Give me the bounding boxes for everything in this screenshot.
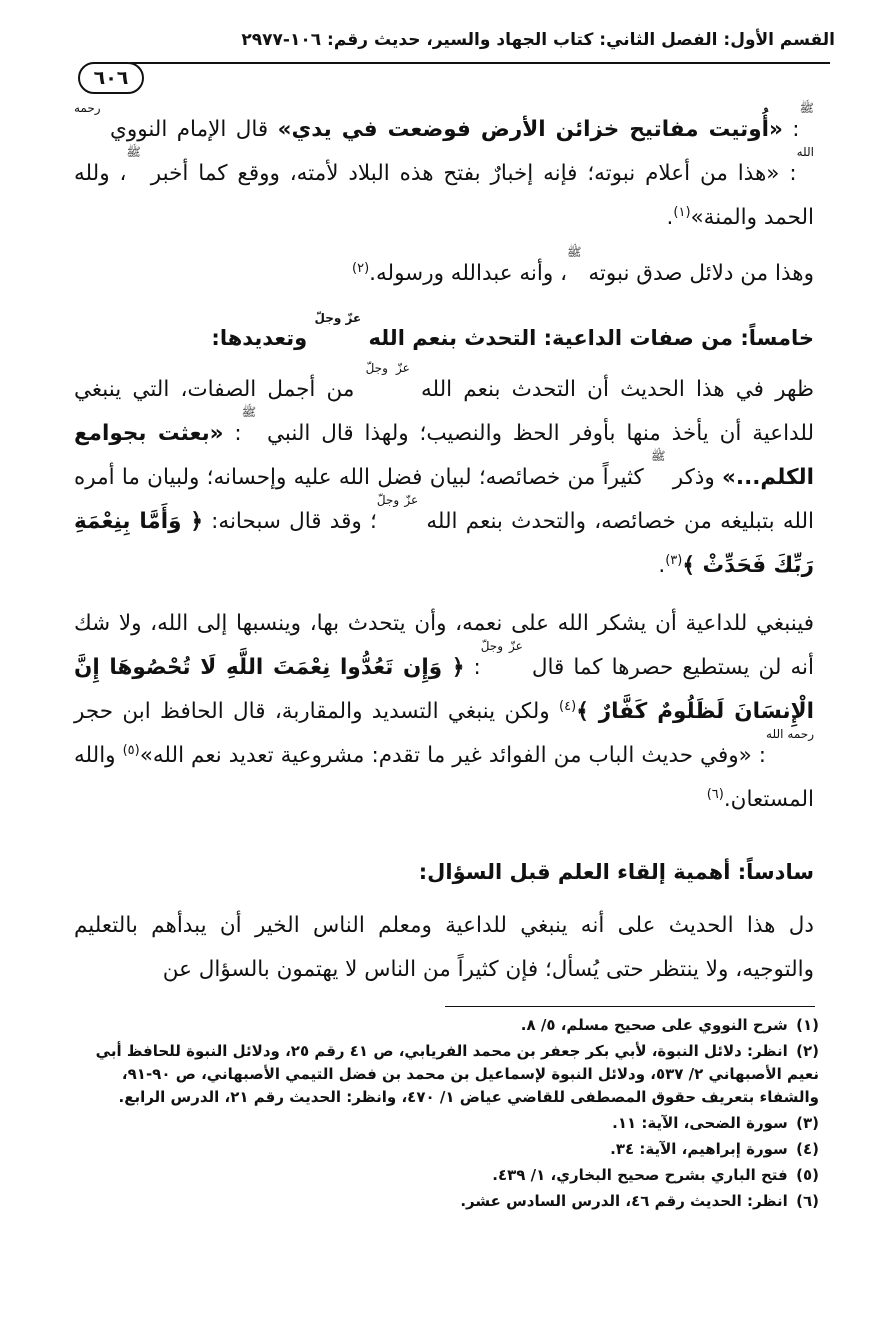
honorific-salla: ﷺ bbox=[799, 101, 815, 115]
running-header: القسم الأول: الفصل الثاني: كتاب الجهاد والسير، حديث رقم: ١٠٦-٢٩٧٧ bbox=[241, 30, 835, 50]
hadith-quote-2: «بعثت بجوامع الكلم...» bbox=[74, 421, 814, 490]
p4-text-2: : bbox=[464, 655, 481, 680]
honorific-rahimahu: رحمه الله bbox=[74, 101, 814, 159]
p3-text-5: كثيراً من خصائصه؛ لبيان فضل الله عليه وإحسانه؛ ولبيان ما أمره الله بتبليغه من خصائصه، والتحدث بنعم الله bbox=[74, 465, 815, 534]
footnote-text: انظر: دلائل النبوة، لأبي بكر جعفر بن محمد الفريابي، ص ٤١ رقم ٢٥، ودلائل النبوة للحافظ أبي نعيم الأصبهاني ٢/ ٥٣٧، ودلائل النبوة لإسماعيل بن محمد بن فضل التيمي الأصبهاني، ص ٩٠-٩١، والشفاء بتعريف حقوق المصطفى للقاضي عياض ١/ ٤٧٠، وانظر: الحديث رقم ٢١، الدرس الرابع. bbox=[95, 1042, 819, 1106]
paragraph-counting-blessings bbox=[74, 602, 814, 822]
section-heading-6: سادساً: أهمية إلقاء العلم قبل السؤال: bbox=[418, 860, 814, 884]
p1-end: . bbox=[666, 205, 674, 230]
page-number: ٦٠٦ bbox=[78, 62, 144, 94]
footnote-ref-3: (٣) bbox=[665, 552, 683, 568]
p3-end: . bbox=[658, 553, 666, 578]
p4-text-5: والله المستعان. bbox=[74, 743, 814, 812]
footnote-number: (٣) bbox=[796, 1114, 819, 1132]
paragraph-prophethood bbox=[74, 245, 814, 296]
footnote-text: سورة الضحى، الآية: ١١. bbox=[612, 1114, 788, 1132]
p4-text-3: ولكن ينبغي التسديد والمقاربة، قال الحافظ ابن حجر bbox=[74, 699, 560, 724]
honorific-salla: ﷺ bbox=[241, 405, 257, 419]
footnote-text: انظر: الحديث رقم ٤٦، الدرس السادس عشر. bbox=[460, 1192, 788, 1210]
section-heading-5 bbox=[74, 311, 814, 358]
paragraph-hadith-quote: $^ﷺ$: «أُوتيت مفاتيح خزائن الأرض فوضعت في يدي» قال الإمام النووي $^{رحمه الله}$: «هذا من أعلام نبوته؛ فإنه إخبارٌ بفتح هذه البلاد لأمته، ووقع كما أخبر $^ﷺ$، ولله الحمد والمنة»$^{(١)}$. bbox=[74, 101, 815, 230]
footnote-text: فتح الباري بشرح صحيح البخاري، ١/ ٤٣٩. bbox=[492, 1166, 788, 1184]
footnote-6 bbox=[74, 1190, 819, 1213]
p3-text-2: من أجمل الصفات، التي ينبغي للداعية أن يأخذ منها بأوفر الحظ والنصيب؛ ولهذا قال النبي bbox=[74, 377, 814, 446]
footnote-number: (٤) bbox=[796, 1140, 819, 1158]
paragraph-teaching-first: دل هذا الحديث على أنه ينبغي للداعية ومعلم الناس الخير أن يبدأهم بالتعليم والتوجيه، ولا ينتظر حتى يُسأل؛ فإن كثيراً من الناس لا يهتمون بالسؤال عن bbox=[74, 913, 814, 982]
footnote-2 bbox=[74, 1040, 819, 1109]
p3-text-3: : bbox=[223, 421, 242, 446]
p3-text-6: ؛ وقد قال سبحانه: bbox=[202, 509, 377, 534]
footnote-number: (٦) bbox=[796, 1192, 819, 1210]
honorific-rahimahu: رحمه الله bbox=[766, 727, 815, 741]
footnote-3 bbox=[74, 1112, 819, 1135]
p3-text-4: وذكر bbox=[665, 465, 723, 490]
section-5-title-b: وتعديدها: bbox=[211, 326, 315, 350]
footnote-ref-5: (٥) bbox=[122, 742, 140, 758]
quran-verse-1: ﴿ وَأَمَّا بِنِعْمَةِ رَبِّكَ فَحَدِّثْ ﴾ bbox=[74, 509, 814, 578]
footnote-number: (٥) bbox=[796, 1166, 819, 1184]
footnote-text: شرح النووي على صحيح مسلم، ٥/ ٨. bbox=[520, 1016, 788, 1034]
footnote-4 bbox=[74, 1138, 819, 1161]
footnotes bbox=[74, 1014, 819, 1216]
quran-verse-2: ﴿ وَإِن تَعُدُّوا نِعْمَتَ اللَّهِ لَا تُحْصُوهَا إِنَّ الْإِنسَانَ لَظَلُومٌ كَفَّارٌ ﴾ bbox=[74, 655, 815, 724]
footnote-ref-1: (١) bbox=[673, 204, 691, 220]
hadith-quote: «أُوتيت مفاتيح خزائن الأرض فوضعت في يدي» bbox=[277, 117, 783, 142]
header-rule bbox=[130, 62, 830, 64]
honorific-salla: ﷺ bbox=[650, 449, 666, 463]
p1-text-3: ، ولله الحمد والمنة» bbox=[74, 161, 814, 230]
p1-text-2: : «هذا من أعلام نبوته؛ فإنه إخبارٌ بفتح هذه البلاد لأمته، ووقع كما أخبر bbox=[140, 161, 797, 186]
honorific-azza: عزّ وجلّ bbox=[480, 639, 523, 653]
honorific-salla: ﷺ bbox=[126, 145, 141, 159]
footnote-ref-4: (٤) bbox=[559, 698, 577, 714]
p2-text-1: وهذا من دلائل صدق نبوته bbox=[581, 261, 814, 286]
p1-text-1: قال الإمام النووي bbox=[100, 117, 278, 142]
p2-text-2: ، وأنه عبدالله ورسوله. bbox=[369, 261, 568, 286]
footnote-text: سورة إبراهيم، الآية: ٣٤. bbox=[610, 1140, 788, 1158]
p3-text-1: ظهر في هذا الحديث أن التحدث بنعم الله bbox=[409, 377, 814, 402]
honorific-azza: عزّ وجلّ bbox=[314, 311, 362, 325]
footnote-ref-6: (٦) bbox=[706, 786, 724, 802]
footnote-number: (٢) bbox=[796, 1042, 819, 1060]
honorific-azza: عزّ وجلّ bbox=[365, 361, 410, 375]
footnote-rule bbox=[445, 1006, 815, 1007]
p4-text-1: فينبغي للداعية أن يشكر الله على نعمه، وأن يتحدث بها، وينسبها إلى الله، ولا شك أنه لن يستطيع حصرها كما قال bbox=[74, 611, 814, 680]
footnote-1 bbox=[74, 1014, 819, 1037]
section-5-title-a: خامساً: من صفات الداعية: التحدث بنعم الله bbox=[361, 326, 814, 350]
p4-text-4: : «وفي حديث الباب من الفوائد غير ما تقدم: مشروعية تعديد نعم الله» bbox=[139, 743, 767, 768]
footnote-number: (١) bbox=[796, 1016, 819, 1034]
footnote-5 bbox=[74, 1164, 819, 1187]
paragraph-gratitude bbox=[74, 361, 815, 588]
honorific-azza: عزّ وجلّ bbox=[376, 493, 419, 507]
honorific-salla: ﷺ bbox=[567, 245, 582, 259]
footnote-ref-2: (٢) bbox=[352, 260, 370, 276]
